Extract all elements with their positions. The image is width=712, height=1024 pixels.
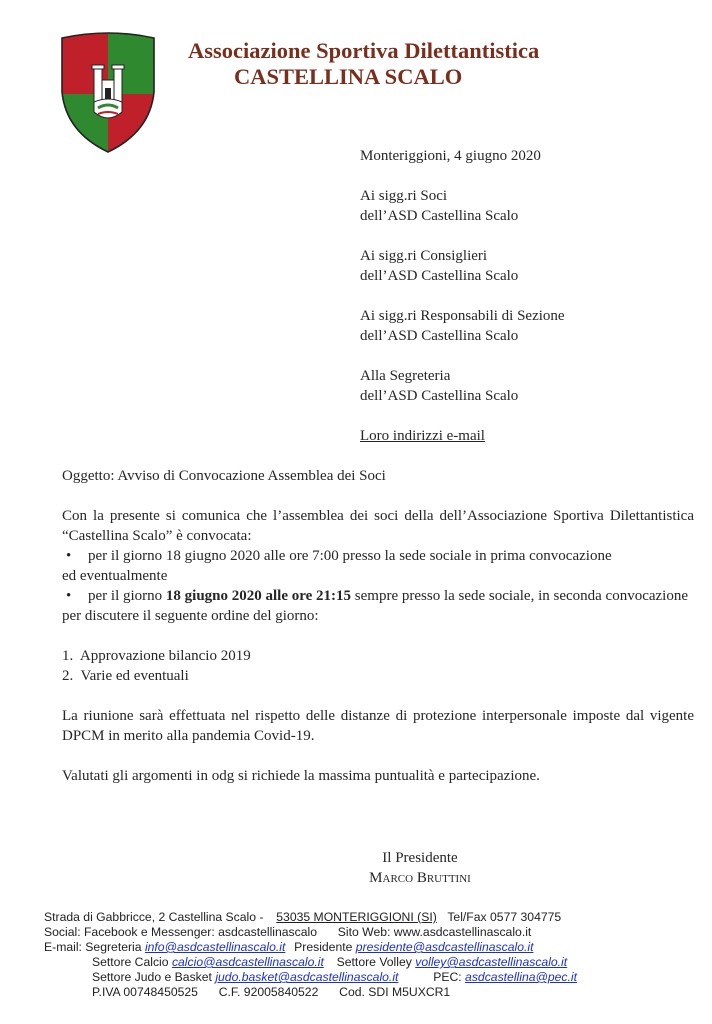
recipient-line: dell’ASD Castellina Scalo — [360, 208, 519, 224]
footer-label: Settore Calcio — [92, 955, 169, 969]
recipient-line: Ai sigg.ri Consiglieri — [360, 248, 488, 264]
footer-line-fiscal — [44, 985, 577, 1000]
footer-city: 53035 MONTERIGGIONI (SI) — [276, 910, 437, 924]
email-volley-link[interactable]: volley@asdcastellinascalo.it — [415, 955, 568, 969]
club-crest-logo — [58, 32, 158, 154]
footer-label: E-mail: Segreteria — [44, 940, 142, 954]
recipient-line: Alla Segreteria — [360, 368, 451, 384]
email-calcio-link[interactable]: calcio@asdcastellinascalo.it — [171, 955, 324, 969]
recipient-responsabili — [360, 306, 565, 346]
signature-block — [320, 848, 520, 888]
footer-line-email — [44, 940, 577, 955]
footer-cf: C.F. 92005840522 — [218, 985, 319, 999]
footer-website: Sito Web: www.asdcastellinascalo.it — [337, 925, 532, 939]
signature-title: Il Presidente — [382, 850, 458, 866]
footer-label: PEC: — [433, 970, 462, 984]
footer-piva: P.IVA 00748450525 — [92, 985, 198, 999]
club-name: CASTELLINA SCALO — [234, 64, 463, 89]
footer-label: Presidente — [294, 940, 353, 954]
addresses-note: Loro indirizzi e-mail — [360, 428, 485, 444]
bullet-bold-date: 18 giugno 2020 alle ore 21:15 — [165, 588, 352, 604]
email-segreteria-link[interactable]: info@asdcastellinascalo.it — [144, 940, 286, 954]
footer-line-social — [44, 925, 577, 940]
recipient-line: dell’ASD Castellina Scalo — [360, 388, 519, 404]
bullet-icon: • — [66, 548, 72, 564]
bullet-icon: • — [66, 588, 72, 604]
bullet-continuation: ed eventualmente — [62, 568, 168, 584]
footer-line-judo-pec — [44, 970, 577, 985]
recipient-line: dell’ASD Castellina Scalo — [360, 268, 519, 284]
footer — [44, 910, 577, 1000]
letter-body — [62, 506, 694, 786]
subject-line: Oggetto: Avviso di Convocazione Assemblea dei Soci — [62, 468, 386, 484]
covid-paragraph: La riunione sarà effettuata nel rispetto delle distanze di protezione interpersonale imposte dal vigente DPCM in merito alla pandemia Covid-19. — [62, 708, 694, 744]
bullet-text: per il giorno 18 giugno 2020 alle ore 7:00 presso la sede sociale in prima convocazione — [88, 548, 612, 564]
footer-sdi: Cod. SDI M5UXCR1 — [339, 985, 451, 999]
agenda-intro: per discutere il seguente ordine del giorno: — [62, 608, 319, 624]
footer-social: Social: Facebook e Messenger: asdcastellinascalo — [44, 925, 318, 939]
signature-name: Marco Bruttini — [369, 870, 471, 886]
recipient-soci — [360, 186, 518, 226]
recipient-segreteria — [360, 366, 518, 406]
footer-label: Settore Judo e Basket — [92, 970, 212, 984]
bullet-first-call — [62, 546, 694, 566]
intro-paragraph: Con la presente si comunica che l’assemblea dei soci della dell’Associazione Sportiva Dilettantistica “Castellina Scalo” è convocata: — [62, 508, 694, 544]
email-presidente-link[interactable]: presidente@asdcastellinascalo.it — [355, 940, 534, 954]
email-pec-link[interactable]: asdcastellina@pec.it — [465, 970, 578, 984]
agenda-item: 2. Varie ed eventuali — [62, 668, 189, 684]
recipient-line: Ai sigg.ri Responsabili di Sezione — [360, 308, 565, 324]
recipient-line: dell’ASD Castellina Scalo — [360, 328, 519, 344]
closing-paragraph: Valutati gli argomenti in odg si richiede la massima puntualità e partecipazione. — [62, 768, 540, 784]
recipient-consiglieri — [360, 246, 518, 286]
footer-line-address — [44, 910, 577, 925]
agenda-item: 1. Approvazione bilancio 2019 — [62, 648, 251, 664]
place-date: Monteriggioni, 4 giugno 2020 — [360, 148, 541, 164]
email-judo-basket-link[interactable]: judo.basket@asdcastellinascalo.it — [215, 970, 399, 984]
bullet-second-call — [62, 586, 694, 606]
footer-telfax: Tel/Fax 0577 304775 — [447, 910, 562, 924]
footer-address: Strada di Gabbricce, 2 Castellina Scalo - — [44, 910, 264, 924]
footer-line-calcio-volley — [44, 955, 577, 970]
bullet-text: sempre presso la sede sociale, in seconda convocazione — [351, 588, 688, 604]
footer-label: Settore Volley — [336, 955, 412, 969]
recipient-line: Ai sigg.ri Soci — [360, 188, 448, 204]
bullet-text: per il giorno — [88, 588, 166, 604]
association-name: Associazione Sportiva Dilettantistica — [188, 38, 540, 63]
